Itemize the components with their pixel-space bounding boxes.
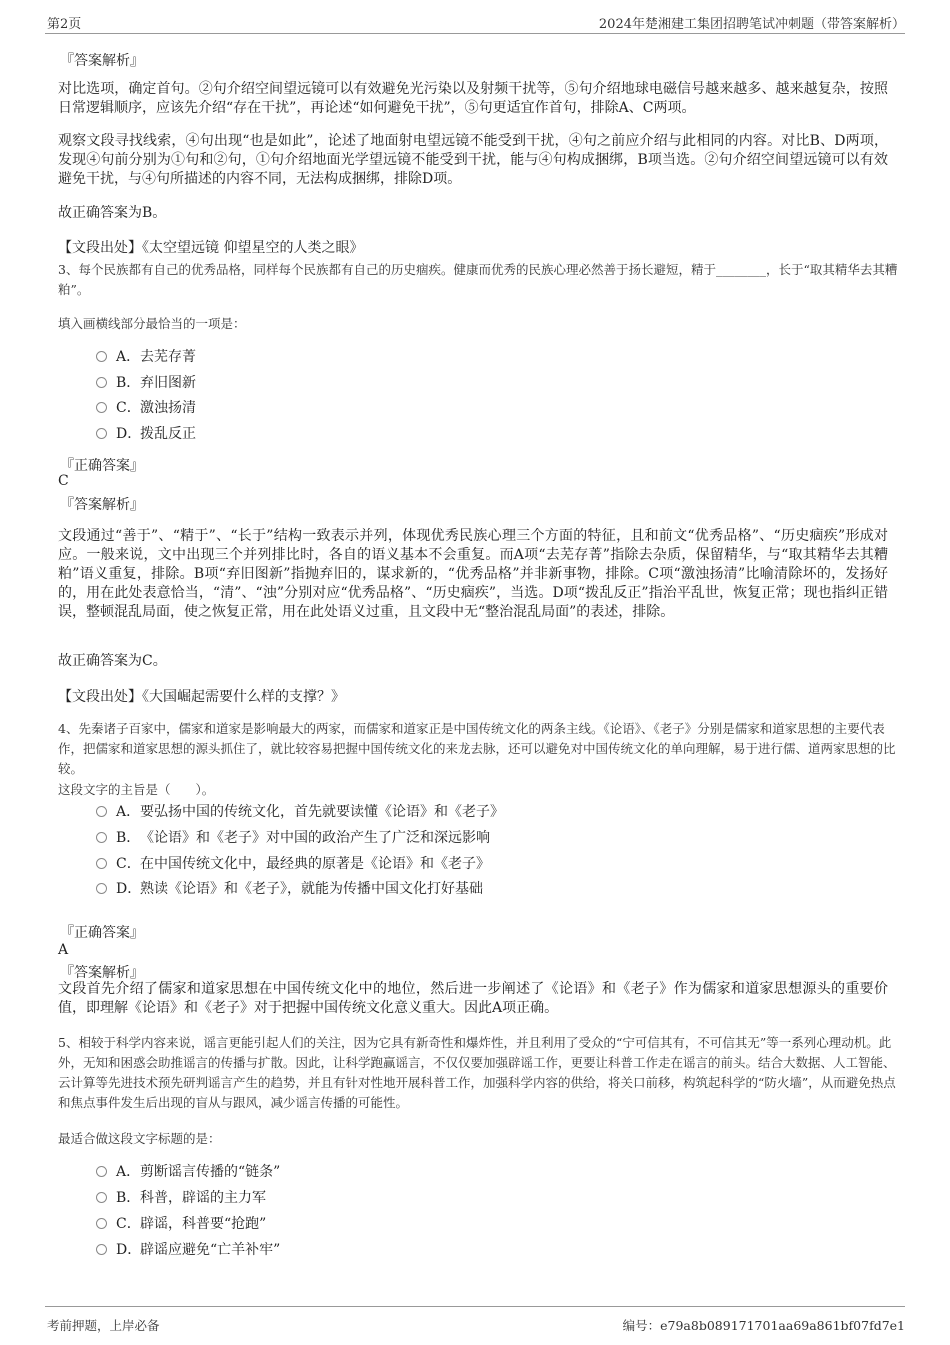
question-stem: 3、每个民族都有自己的优秀品格，同样每个民族都有自己的历史痼疾。健康而优秀的民族心理必然善于扬长避短，精于________，长于“取其精华去其糟粕”。	[58, 262, 898, 297]
option-a[interactable]: A．要弘扬中国的传统文化，首先就要读懂《论语》和《老子》	[96, 802, 504, 822]
option-c[interactable]: C．激浊扬清	[96, 398, 196, 418]
option-d[interactable]: D．熟读《论语》和《老子》，就能为传播中国文化打好基础	[96, 879, 483, 899]
radio-button[interactable]	[96, 428, 107, 439]
radio-button[interactable]	[96, 377, 107, 388]
radio-button[interactable]	[96, 402, 107, 413]
question-prompt: 填入画横线部分最恰当的一项是：	[58, 316, 246, 331]
conclusion: 故正确答案为C。	[58, 653, 167, 669]
analysis-paragraph: 文段通过“善于”、“精于”、“长于”结构一致表示并列，体现优秀民族心理三个方面的特征，且和前文“优秀品格”、“历史痼疾”形成对应。一般来说，文中出现三个并列排比时，各自的语义基本不会重复。而A项“去芜存菁”指除去杂质，保留精华，与“取其精华去其糟粕”语义重复，排除。B项“弃旧图新”指抛弃旧的，谋求新的，“优秀品格”并非新事物，排除。C项“激浊扬清”比喻清除坏的，发扬好的，用在此处表意恰当，“清”、“浊”分别对应“优秀品格”、“历史痼疾”，当选。D项“拨乱反正”指治平乱世，恢复正常；现也指纠正错误，整顿混乱局面，使之恢复正常，用在此处语义过重，且文段中无“整治混乱局面”的表述，排除。	[58, 528, 888, 620]
radio-button[interactable]	[96, 806, 107, 817]
radio-button[interactable]	[96, 883, 107, 894]
option-d[interactable]: D．辟谣应避免“亡羊补牢”	[96, 1240, 280, 1260]
jiexi-label: 『答案解析』	[60, 53, 144, 69]
footer-divider	[45, 1306, 905, 1307]
option-c[interactable]: C．辟谣，科普要“抢跑”	[96, 1214, 266, 1234]
page-number: 第2页	[47, 17, 82, 32]
source: 【文段出处】《大国崛起需要什么样的支撑？》	[58, 689, 345, 705]
option-a[interactable]: A．剪断谣言传播的“链条”	[96, 1162, 280, 1182]
header-divider	[45, 33, 905, 34]
option-b[interactable]: B．《论语》和《老子》对中国的政治产生了广泛和深远影响	[96, 828, 490, 848]
answer-value: C	[58, 473, 69, 489]
jiexi-label: 『答案解析』	[60, 965, 144, 981]
analysis-paragraph: 对比选项，确定首句。②句介绍空间望远镜可以有效避免光污染以及射频干扰等，⑤句介绍地球电磁信号越来越多、越来越复杂，按照日常逻辑顺序，应该先介绍“存在干扰”，再论述“如何避免干扰”，⑤句更适宜作首句，排除A、C两项。	[58, 81, 888, 116]
document-title: 2024年楚湘建工集团招聘笔试冲刺题（带答案解析）	[598, 17, 905, 32]
footer-slogan: 考前押题，上岸必备	[47, 1318, 160, 1333]
jiexi-label: 『答案解析』	[60, 497, 144, 513]
option-c[interactable]: C．在中国传统文化中，最经典的原著是《论语》和《老子》	[96, 854, 490, 874]
answer-label: 『正确答案』	[60, 925, 144, 941]
option-b[interactable]: B．弃旧图新	[96, 373, 196, 393]
question-stem: 5、相较于科学内容来说，谣言更能引起人们的关注，因为它具有新奇性和爆炸性，并且利用了受众的“宁可信其有，不可信其无”等一系列心理动机。此外，无知和困惑会助推谣言的传播与扩散。因此，让科学跑赢谣言，不仅仅要加强辟谣工作，更要让科普工作走在谣言的前头。结合大数据、人工智能、云计算等先进技术预先研判谣言产生的趋势，并且有针对性地开展科普工作，加强科学内容的供给，将关口前移，构筑起科学的“防火墙”，从而避免热点和焦点事件发生后出现的盲从与跟风，减少谣言传播的可能性。	[58, 1035, 896, 1110]
radio-button[interactable]	[96, 351, 107, 362]
radio-button[interactable]	[96, 858, 107, 869]
question-stem: 4、先秦诸子百家中，儒家和道家是影响最大的两家，而儒家和道家正是中国传统文化的两条主线。《论语》、《老子》分别是儒家和道家思想的主要代表作，把儒家和道家思想的源头抓住了，就比较容易把握中国传统文化的来龙去脉，还可以避免对中国传统文化的单向理解，易于进行儒、道两家思想的比较。	[58, 721, 896, 776]
option-d[interactable]: D．拨乱反正	[96, 424, 196, 444]
option-b[interactable]: B．科普，辟谣的主力军	[96, 1188, 266, 1208]
source: 【文段出处】《太空望远镜 仰望星空的人类之眼》	[58, 240, 364, 256]
radio-button[interactable]	[96, 1244, 107, 1255]
radio-button[interactable]	[96, 1166, 107, 1177]
conclusion: 故正确答案为B。	[58, 205, 167, 221]
radio-button[interactable]	[96, 1218, 107, 1229]
answer-label: 『正确答案』	[60, 458, 144, 474]
question-prompt: 最适合做这段文字标题的是：	[58, 1131, 221, 1146]
radio-button[interactable]	[96, 832, 107, 843]
radio-button[interactable]	[96, 1192, 107, 1203]
answer-value: A	[58, 942, 69, 958]
analysis-paragraph: 观察文段寻找线索，④句出现“也是如此”，论述了地面射电望远镜不能受到干扰，④句之前应介绍与此相同的内容。对比B、D两项，发现④句前分别为①句和②句，①句介绍地面光学望远镜不能受到干扰，能与④句构成捆绑，B项当选。②句介绍空间望远镜可以有效避免干扰，与④句所描述的内容不同，无法构成捆绑，排除D项。	[58, 133, 888, 187]
analysis-paragraph: 文段首先介绍了儒家和道家思想在中国传统文化中的地位，然后进一步阐述了《论语》和《老子》作为儒家和道家思想源头的重要价值，即理解《论语》和《老子》对于把握中国传统文化意义重大。因此A项正确。	[58, 981, 888, 1016]
option-a[interactable]: A．去芜存菁	[96, 347, 196, 367]
document-id: 编号：e79a8b089171701aa69a861bf07fd7e1	[622, 1318, 905, 1333]
question-prompt: 这段文字的主旨是（ ）。	[58, 782, 215, 797]
